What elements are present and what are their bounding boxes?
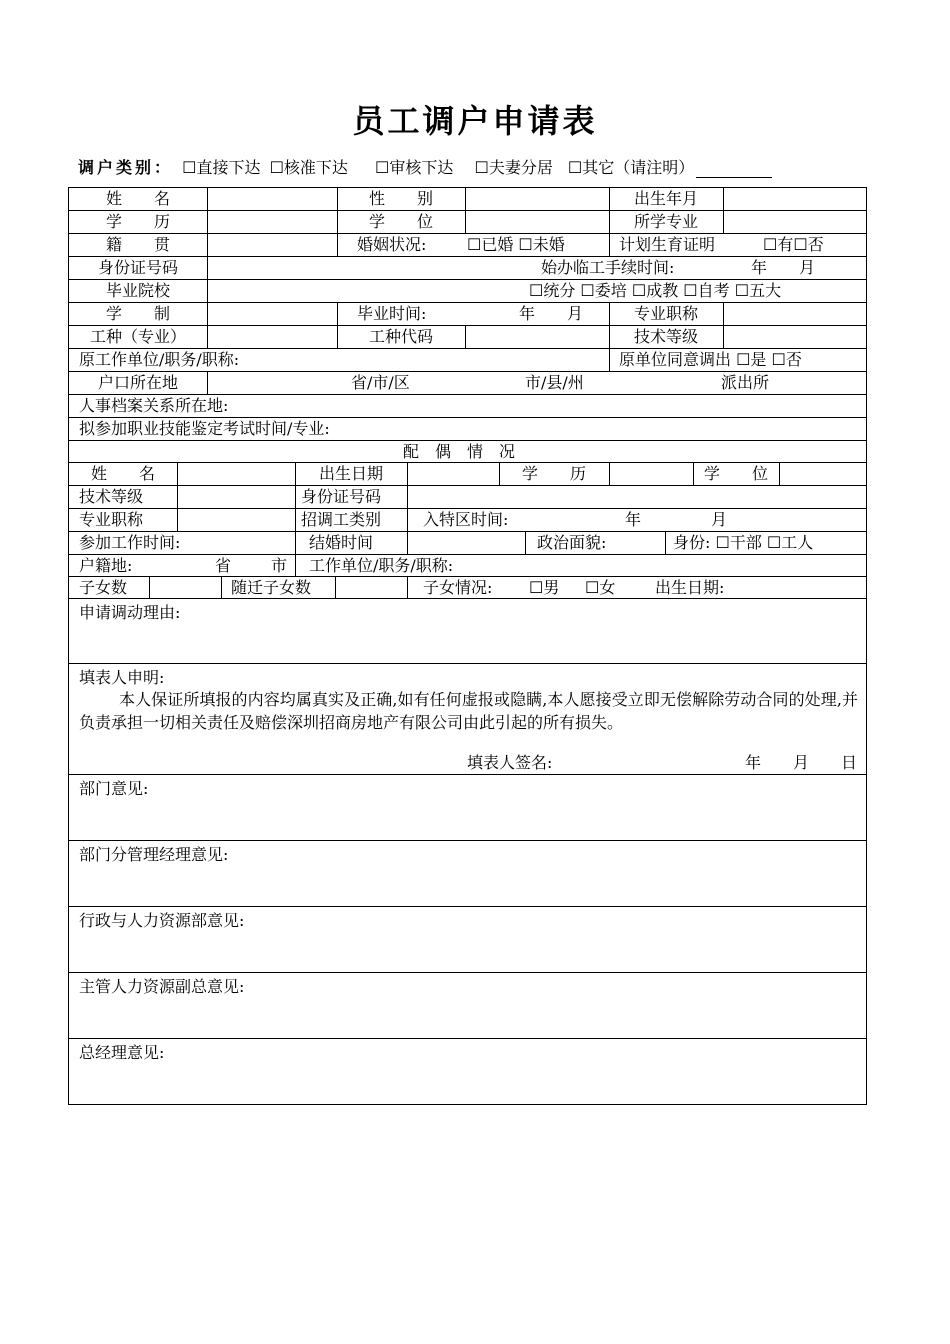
row-gm-opinion	[68, 1038, 867, 1105]
row-children	[68, 576, 867, 598]
household-city: 市/县/州	[525, 373, 584, 392]
label-education: 学 历	[105, 212, 170, 231]
option-spouse[interactable]: ☐夫妻分居	[474, 158, 553, 177]
label-marital: 婚姻状况:	[357, 235, 427, 254]
sign-year: 年	[745, 753, 762, 772]
label-spouse-degree: 学 位	[703, 464, 768, 483]
row-spouse-header	[68, 440, 867, 462]
label-household: 户口所在地	[97, 373, 178, 392]
domicile-city: 市	[271, 556, 288, 575]
row-archive	[68, 394, 867, 417]
label-name: 姓 名	[105, 189, 170, 208]
label-job-code: 工种代码	[368, 327, 433, 346]
child-male[interactable]: ☐男	[529, 578, 560, 597]
label-exam: 拟参加职业技能鉴定考试时间/专业:	[79, 419, 330, 438]
sign-day: 日	[841, 753, 858, 772]
label-vp-opinion: 主管人力资源副总意见:	[79, 977, 245, 996]
label-spouse-name: 姓 名	[90, 464, 155, 483]
label-signature: 填表人签名:	[467, 753, 553, 772]
label-hr-opinion: 行政与人力资源部意见:	[79, 911, 245, 930]
label-gender: 性 别	[368, 189, 433, 208]
label-duration: 学 制	[105, 304, 170, 323]
form-title: 员工调户申请表	[352, 102, 598, 140]
label-spouse-employer: 工作单位/职务/职称:	[309, 556, 454, 575]
child-female[interactable]: ☐女	[585, 578, 616, 597]
label-temp-work-time: 始办临工手续时间:	[541, 258, 675, 277]
label-children-count: 子女数	[79, 578, 128, 597]
row-vp-opinion	[68, 972, 867, 1038]
label-declaration: 填表人申明:	[79, 668, 165, 687]
label-job-type: 工种（专业）	[89, 327, 186, 346]
option-approved[interactable]: ☐核准下达	[269, 158, 348, 177]
label-skill-level: 技术等级	[633, 327, 698, 346]
label-school: 毕业院校	[105, 281, 170, 300]
label-grad-time: 毕业时间:	[357, 304, 427, 323]
label-political: 政治面貌:	[537, 533, 607, 552]
label-spouse-id: 身份证号码	[301, 487, 382, 506]
row-school	[68, 279, 867, 302]
row-spouse-work	[68, 531, 867, 554]
prev-employer-consent[interactable]: 原单位同意调出 ☐是 ☐否	[619, 350, 802, 369]
option-other[interactable]: ☐其它（请注明）	[567, 158, 695, 177]
label-native-place: 籍 贯	[105, 235, 170, 254]
row-native	[68, 233, 867, 256]
sign-month: 月	[793, 753, 810, 772]
label-spouse-title: 专业职称	[79, 510, 144, 529]
label-children-birth: 出生日期:	[655, 578, 725, 597]
row-spouse-name	[68, 462, 867, 485]
family-planning-options[interactable]: ☐有☐否	[763, 235, 824, 254]
label-work-start: 参加工作时间:	[79, 533, 181, 552]
row-household	[68, 371, 867, 394]
label-major: 所学专业	[633, 212, 698, 231]
row-education	[68, 210, 867, 233]
label-sez-entry: 入特区时间:	[423, 510, 509, 529]
label-children-info: 子女情况:	[423, 578, 493, 597]
label-prev-employer: 原工作单位/职务/职称:	[79, 350, 240, 369]
household-province: 省/市/区	[351, 373, 410, 392]
label-domicile: 户籍地:	[79, 556, 133, 575]
spouse-section-title: 配 偶 情 况	[403, 442, 516, 461]
row-prev-employer	[68, 348, 867, 371]
label-spouse-birth: 出生日期	[318, 464, 383, 483]
label-reason: 申请调动理由:	[79, 603, 181, 622]
label-spouse-skill: 技术等级	[79, 487, 144, 506]
row-spouse-title	[68, 508, 867, 531]
sez-entry-month: 月	[711, 510, 728, 529]
label-dept-opinion: 部门意见:	[79, 779, 149, 798]
label-marriage-time: 结婚时间	[309, 533, 374, 552]
school-type-options[interactable]: ☐统分 ☐委培 ☐成教 ☐自考 ☐五大	[529, 281, 782, 300]
identity-options[interactable]: 身份: ☐干部 ☐工人	[673, 533, 814, 552]
row-spouse-skill	[68, 485, 867, 508]
temp-work-date: 年 月	[751, 258, 816, 277]
row-id	[68, 256, 867, 279]
label-family-planning: 计划生育证明	[619, 235, 716, 254]
row-name	[68, 187, 867, 210]
label-accompanying-children: 随迁子女数	[231, 578, 312, 597]
category-label: 调户类别：	[78, 158, 174, 177]
row-exam	[68, 417, 867, 440]
label-id-number: 身份证号码	[97, 258, 178, 277]
marital-options[interactable]: ☐已婚 ☐未婚	[467, 235, 565, 254]
label-recruit-type: 招调工类别	[301, 510, 382, 529]
label-dept-manager-opinion: 部门分管理经理意见:	[79, 845, 229, 864]
row-declaration	[68, 663, 867, 774]
label-spouse-education: 学 历	[521, 464, 586, 483]
option-reviewed[interactable]: ☐审核下达	[375, 158, 454, 177]
sez-entry-year: 年	[625, 510, 642, 529]
domicile-province: 省	[215, 556, 232, 575]
declaration-text: 本人保证所填报的内容均属真实及正确,如有任何虚报或隐瞒,本人愿接受立即无偿解除劳动合同的处理,并负责承担一切相关责任及赔偿深圳招商房地产有限公司由此引起的所有损失。	[79, 690, 858, 732]
row-spouse-domicile	[68, 554, 867, 576]
label-title: 专业职称	[633, 304, 698, 323]
transfer-category	[78, 155, 868, 179]
label-gm-opinion: 总经理意见:	[79, 1043, 165, 1062]
label-degree: 学 位	[368, 212, 433, 231]
row-job-type	[68, 325, 867, 348]
row-dept-opinion	[68, 774, 867, 840]
option-direct[interactable]: ☐直接下达	[182, 158, 261, 177]
other-fill-line[interactable]	[696, 161, 772, 178]
label-archive: 人事档案关系所在地:	[79, 396, 229, 415]
row-dept-manager-opinion	[68, 840, 867, 906]
grad-date: 年 月	[519, 304, 584, 323]
household-station: 派出所	[721, 373, 770, 392]
row-hr-opinion	[68, 906, 867, 972]
row-reason	[68, 598, 867, 663]
row-duration	[68, 302, 867, 325]
label-birth: 出生年月	[633, 189, 698, 208]
